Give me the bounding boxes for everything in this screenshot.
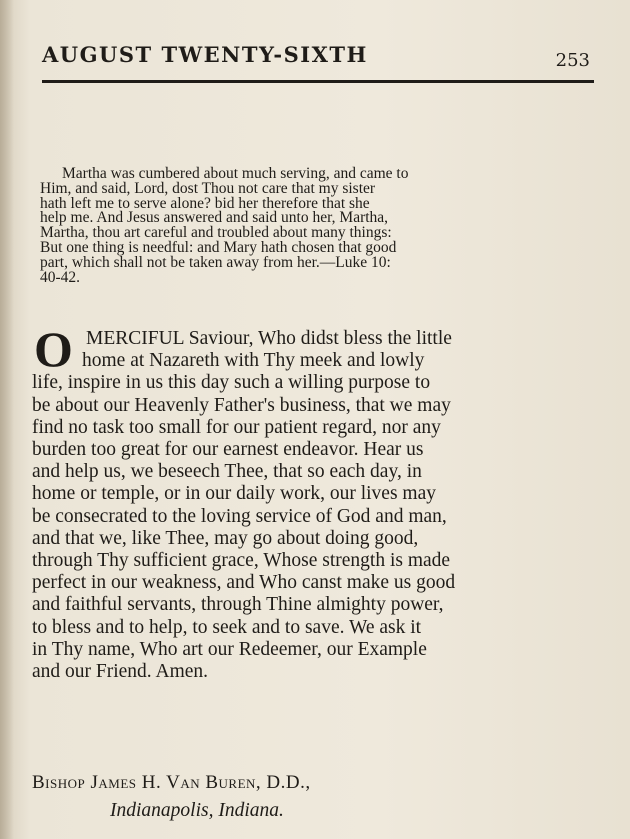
prayer-line: be consecrated to the loving service of God and man, <box>32 505 447 527</box>
prayer-line: perfect in our weakness, and Who canst make us good <box>32 572 456 594</box>
scripture-line: Martha, thou art careful and troubled about many things: <box>40 224 392 242</box>
prayer-line: life, inspire in us this day such a willing purpose to <box>32 372 431 394</box>
prayer-line: home or temple, or in our daily work, our lives may <box>32 483 436 505</box>
signature-name: Bishop James H. Van Buren, D.D., <box>32 772 311 793</box>
prayer-first-word: MERCIFUL <box>86 328 184 349</box>
scripture-line: 40-42. <box>40 268 81 286</box>
page-header-title: AUGUST TWENTY-SIXTH <box>42 42 368 67</box>
prayer-line: and our Friend. Amen. <box>32 661 209 683</box>
prayer-line: and faithful servants, through Thine almighty power, <box>32 594 444 616</box>
prayer-line: through Thy sufficient grace, Whose strength is made <box>32 550 451 572</box>
scripture-passage <box>40 165 592 286</box>
scripture-line: Martha was cumbered about much serving, and came to <box>62 165 409 182</box>
page-number: 253 <box>555 50 590 71</box>
signature-place: Indianapolis, Indiana. <box>110 800 284 821</box>
gutter-shadow <box>0 0 14 839</box>
prayer-line: find no task too small for our patient regard, nor any <box>32 416 441 438</box>
scripture-line: But one thing is needful: and Mary hath chosen that good <box>40 238 397 256</box>
scripture-line: help me. And Jesus answered and said unto her, Martha, <box>40 209 389 227</box>
prayer-line: home at Nazareth with Thy meek and lowly <box>82 350 425 372</box>
scripture-line: part, which shall not be taken away from her.—Luke 10: <box>40 253 391 271</box>
prayer-line-first <box>32 328 594 350</box>
prayer-line: in Thy name, Who art our Redeemer, our Example <box>32 638 427 660</box>
prayer-line: to bless and to help, to seek and to save. We ask it <box>32 616 422 638</box>
prayer-line: Saviour, Who didst bless the little <box>183 328 452 349</box>
prayer-text <box>32 328 594 683</box>
header-rule <box>42 80 594 83</box>
drop-cap-initial: O <box>34 321 73 377</box>
prayer-line: burden too great for our earnest endeavor. Hear us <box>32 439 424 461</box>
scripture-line: hath left me to serve alone? bid her therefore that she <box>40 194 370 212</box>
prayer-line: and that we, like Thee, may go about doing good, <box>32 527 419 549</box>
prayer-line: and help us, we beseech Thee, that so each day, in <box>32 461 422 483</box>
scripture-line: Him, and said, Lord, dost Thou not care that my sister <box>40 179 376 197</box>
prayer-line: be about our Heavenly Father's business, that we may <box>32 394 451 416</box>
